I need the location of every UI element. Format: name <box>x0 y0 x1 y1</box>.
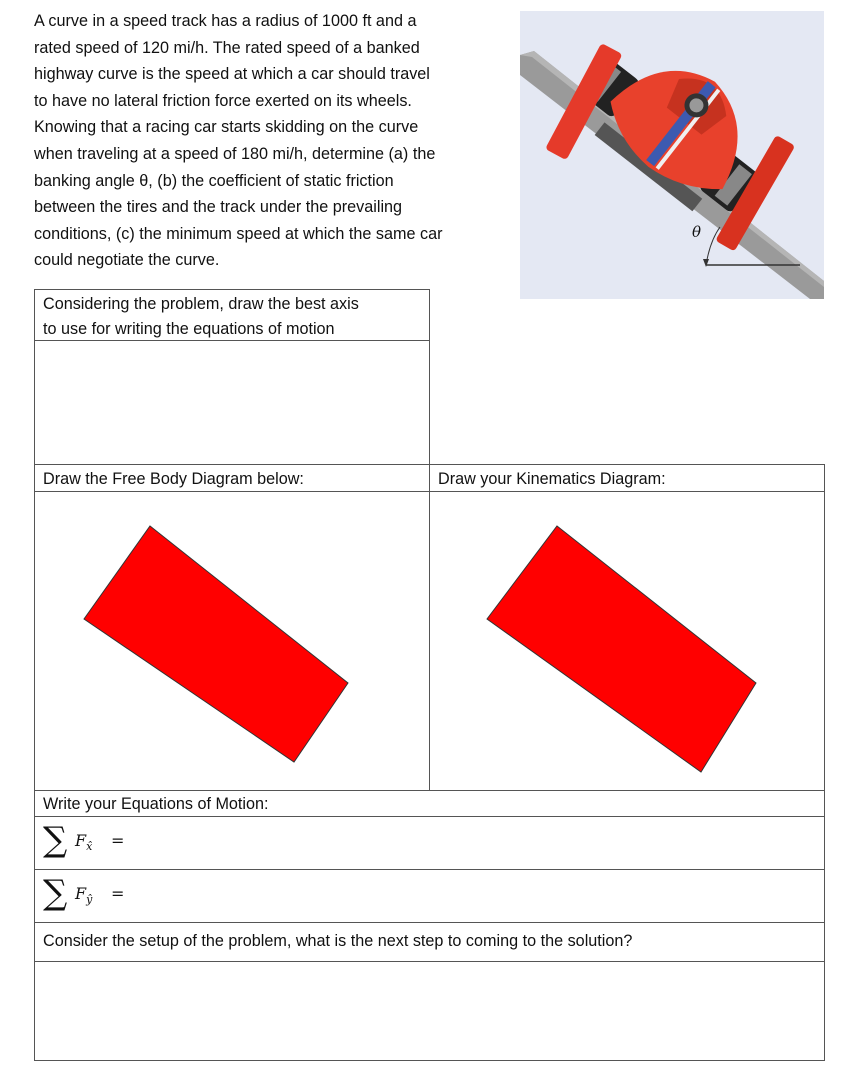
problem-line: between the tires and the track under the prevailing <box>34 198 403 217</box>
problem-line: banking angle θ, (b) the coefficient of static friction <box>34 171 394 190</box>
problem-line: to have no lateral friction force exerted on its wheels. <box>34 91 412 110</box>
problem-statement <box>34 8 514 274</box>
fbd-canvas[interactable] <box>35 492 430 792</box>
fbd-block <box>84 526 348 762</box>
sigma-symbol: ∑ <box>43 873 68 913</box>
diagram-table <box>34 464 825 791</box>
problem-line: A curve in a speed track has a radius of 1000 ft and a <box>34 12 417 30</box>
kinematics-block <box>487 526 756 772</box>
sum-fy-row[interactable] <box>35 870 824 923</box>
equations-table <box>34 790 825 962</box>
problem-line: when traveling at a speed of 180 mi/h, determine (a) the <box>34 144 436 163</box>
force-y: $F_ŷ$ <box>75 884 93 907</box>
equals-sign: = <box>111 884 125 903</box>
equations-label: Write your Equations of Motion: <box>35 790 824 817</box>
kinematics-cell <box>430 465 824 790</box>
axis-prompt-line: Considering the problem, draw the best axis <box>43 295 359 313</box>
next-step-prompt: Consider the setup of the problem, what is the next step to coming to the solution? <box>35 923 824 962</box>
force-x: $F_{x̂}$ <box>75 831 93 854</box>
fbd-cell <box>35 465 430 790</box>
race-car-figure <box>520 11 824 299</box>
next-step-answer-area[interactable] <box>34 961 825 1061</box>
problem-line: conditions, (c) the minimum speed at which the same car <box>34 224 443 243</box>
problem-line: rated speed of 120 mi/h. The rated speed of a banked <box>34 38 420 57</box>
kinematics-canvas[interactable] <box>430 492 824 792</box>
kinematics-label: Draw your Kinematics Diagram: <box>430 465 824 492</box>
problem-line: highway curve is the speed at which a car should travel <box>34 65 430 84</box>
theta-label: θ <box>692 223 702 241</box>
sigma-symbol: ∑ <box>43 820 68 860</box>
axis-prompt-line: to use for writing the equations of motion <box>43 320 335 338</box>
fbd-label: Draw the Free Body Diagram below: <box>35 465 429 492</box>
sum-fx-row[interactable] <box>35 817 824 870</box>
axis-prompt <box>35 290 429 341</box>
problem-line: could negotiate the curve. <box>34 251 220 270</box>
problem-line: Knowing that a racing car starts skidding on the curve <box>34 118 419 137</box>
equals-sign: = <box>111 831 125 850</box>
axis-box <box>34 289 430 465</box>
